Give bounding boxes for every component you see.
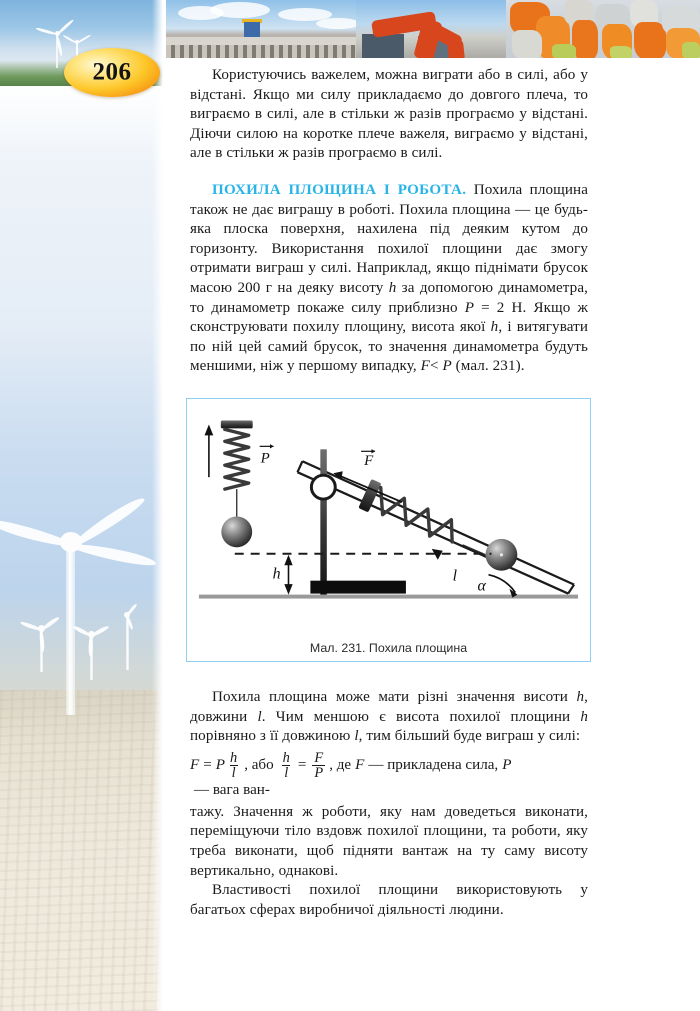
svg-text:P: P — [260, 450, 270, 467]
para2-text-1: Похила площина також не дає виграшу в роботі. Похила площина — це будь-яка плоска поверхня, нахилена під деяким кутом до горизонту. Використання похилої площини дає змогу отримати виграш у силі. Наприклад, якщо піднімати брусок масою 200 г на деяку висоту — [190, 181, 588, 296]
stand-base — [310, 581, 406, 594]
main-text-column-lower — [190, 688, 588, 920]
para3-text-1: Похила площина може мати різні значення висоти — [212, 689, 577, 705]
var-l-2: l — [354, 728, 359, 745]
formula-load-weight-text: — вага ван- — [194, 782, 270, 799]
fraction-numerator: F — [314, 749, 324, 766]
formula-inclined-plane — [190, 751, 588, 801]
paragraph-height-length — [190, 688, 588, 747]
para2-text-4: , і витягувати по ній цей самий брусок, то значення динамометра будуть меншими, ніж у першому випадку, — [190, 319, 588, 375]
up-arrow-indicator — [205, 424, 214, 477]
var-h-4: h — [580, 708, 588, 725]
figure-inclined-plane — [186, 398, 591, 662]
svg-text:α: α — [477, 577, 486, 595]
formula-equals-2: = — [297, 757, 307, 774]
para2-text-3: = 2 Н. Якщо ж сконструювати похилу площину, висота якої — [190, 299, 589, 336]
formula-applied-force-text: — прикладена сила, — [368, 757, 499, 774]
banner-scene-robots — [506, 0, 700, 60]
top-banner-photo-strip — [166, 0, 700, 60]
fraction-F-over-P — [312, 751, 325, 781]
var-P: P — [464, 299, 475, 316]
formula-P-2: P — [502, 757, 512, 774]
turbine-icon — [112, 590, 152, 670]
formula-P: P — [215, 757, 225, 774]
formula-where-text: , де — [329, 757, 352, 774]
var-h: h — [388, 279, 397, 296]
pivot-ring — [311, 475, 335, 499]
paragraph-lever: Користуючись важелем, можна виграти або в силі, або у відстані. Якщо ми силу прикладаємо до довгого плеча, то виграємо в силі, але в стільки ж разів програємо у відстані. Діючи силою на коротке плече важеля, виграємо у відстані, але в стільки ж разів програємо в силі. — [190, 67, 588, 162]
label-P-vector — [260, 444, 274, 466]
para3-text-2: , довжини — [190, 689, 588, 725]
formula-F-2: F — [355, 757, 365, 774]
spring-top-bracket — [221, 420, 253, 428]
var-P-2: P — [442, 358, 452, 375]
sidebar-sand-ground — [0, 690, 166, 1011]
main-text-column — [190, 66, 588, 377]
sphere-center-dot — [500, 553, 503, 556]
ground-line — [199, 595, 578, 599]
paragraph-applications: Властивості похилої площини використовують у багатьох сферах виробничої діяльності людини. — [190, 882, 588, 918]
stand-rod — [320, 449, 326, 594]
height-arrow — [273, 555, 293, 595]
fraction-h-over-l-2 — [281, 751, 292, 781]
banner-scene-dam — [166, 0, 356, 60]
sidebar-right-fade — [152, 0, 166, 1011]
para3-text-4: порівняно з її довжиною — [190, 728, 355, 745]
page-number-badge — [64, 48, 160, 97]
inclined-plane-rail — [297, 461, 574, 593]
para2-text-2: за допомогою динамометра, то динамометр покаже силу приблизно — [190, 279, 589, 316]
para3-text-3: . Чим меншою є висота похилої площини — [261, 708, 581, 725]
paragraph-inclined-plane — [190, 181, 588, 377]
banner-scene-excavator — [356, 0, 506, 60]
var-h-2: h — [490, 319, 499, 336]
paragraph-work-equal: тажу. Значення ж роботи, яку нам доведеться виконати, переміщуючи тіло вздовж похилої площини, та роботи, яку треба виконати, щоб підняти вантаж на ту саму висоту вертикально, однакові. — [190, 803, 588, 879]
fraction-numerator: h — [282, 749, 290, 766]
turbine-icon — [22, 600, 66, 670]
hanging-sphere — [221, 516, 252, 547]
fraction-denominator: P — [314, 765, 324, 782]
angle-arc — [478, 575, 518, 598]
svg-text:F: F — [364, 453, 374, 470]
formula-or-text: , або — [244, 757, 274, 774]
banner-bottom-edge — [166, 58, 700, 60]
var-l: l — [257, 708, 262, 725]
turbine-icon — [72, 608, 116, 678]
section-heading-inclined-plane-and-work: ПОХИЛА ПЛОЩИНА І РОБОТА. — [212, 181, 467, 198]
label-length-l: l — [452, 567, 458, 585]
var-h-3: h — [576, 689, 585, 705]
vertical-spring — [225, 429, 249, 489]
para3-text-5: , тим більший буде виграш у силі: — [358, 728, 581, 745]
formula-F: F — [190, 757, 200, 774]
sidebar-wind-farm-photo — [0, 0, 166, 1011]
fraction-denominator: l — [231, 765, 236, 782]
figure-drawing — [187, 399, 590, 627]
para2-text-5: < — [429, 358, 443, 375]
fraction-numerator: h — [229, 749, 238, 766]
page-number-label: 206 — [92, 57, 132, 85]
formula-equals: = — [203, 757, 212, 774]
para2-text-6: (мал. 231). — [451, 358, 525, 375]
var-F: F — [420, 358, 430, 375]
svg-text:h: h — [272, 565, 281, 583]
fraction-denominator: l — [284, 765, 289, 782]
inclined-spring — [371, 488, 461, 546]
sidebar-haze-band — [0, 86, 166, 346]
fraction-h-over-l-1 — [228, 751, 239, 781]
figure-caption: Мал. 231. Похила площина — [309, 641, 468, 655]
